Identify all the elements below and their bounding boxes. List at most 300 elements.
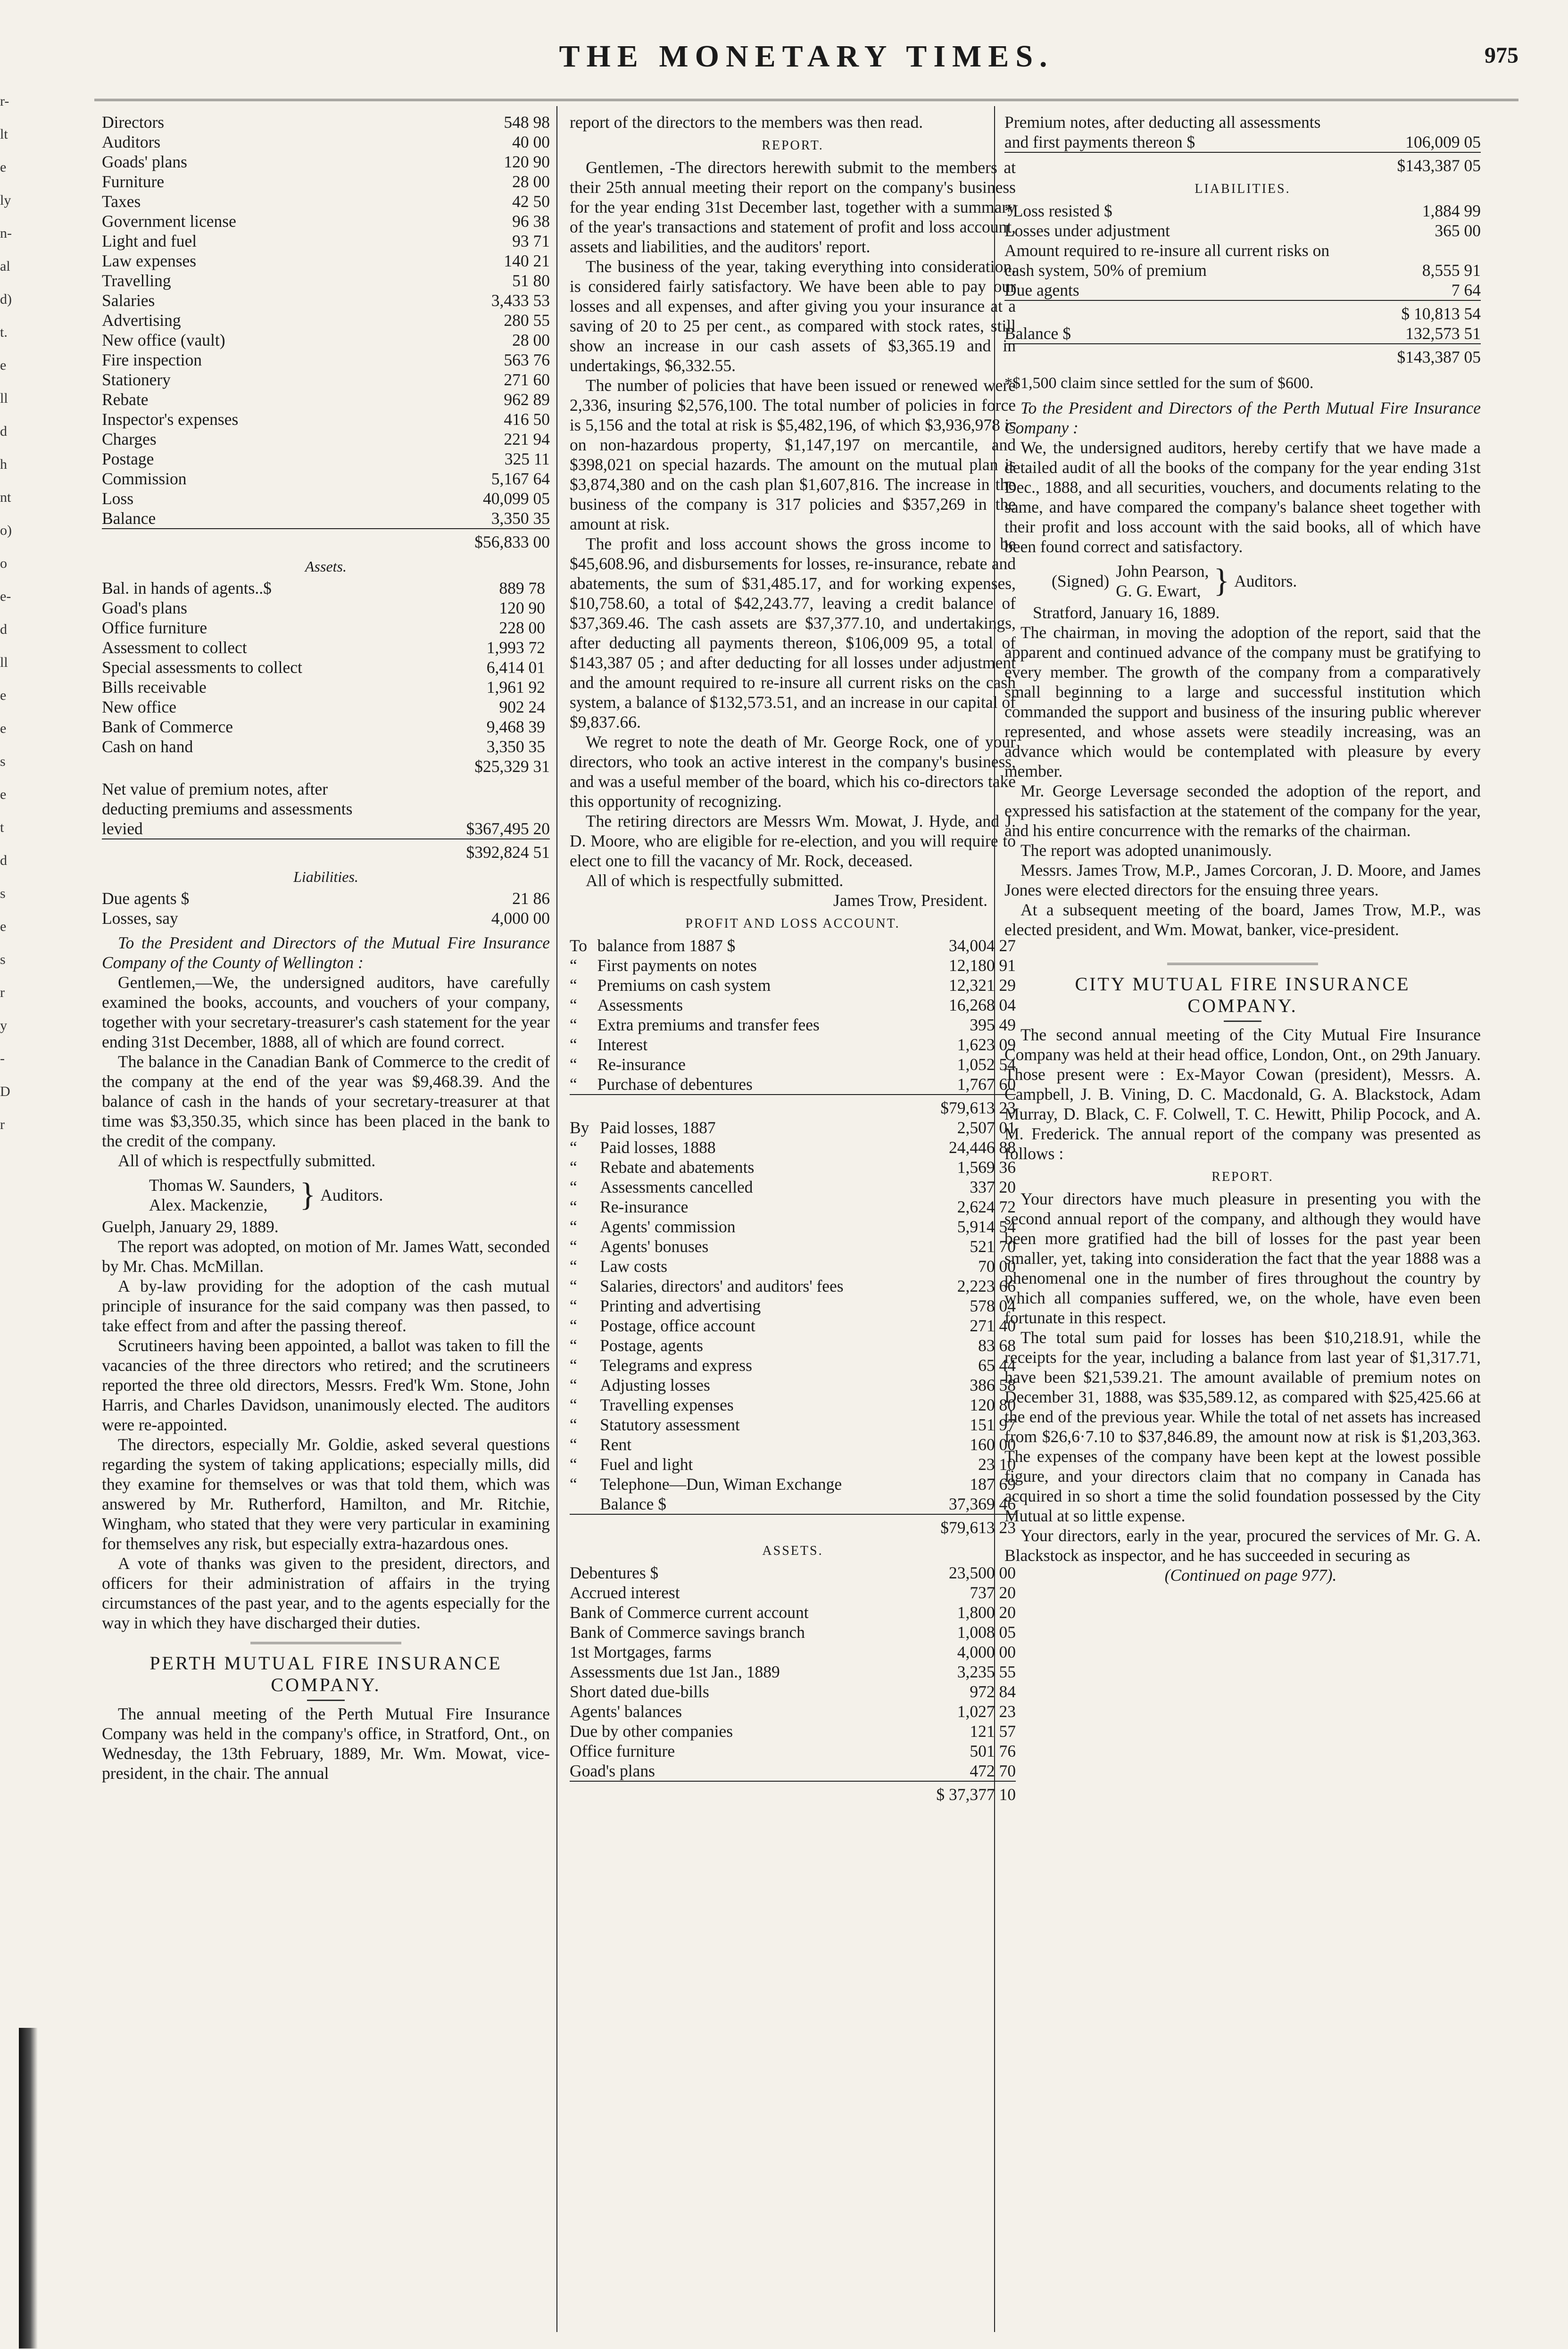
premium-notes-amount: $367,495 20 — [466, 819, 550, 838]
row-amount: 28 00 — [512, 172, 550, 191]
heading-dash — [307, 1700, 345, 1701]
paragraph: The directors, especially Mr. Goldie, asked several questions regarding the system of taking applications; especially mills, did they examine for themselves or was that told them, which was answered by Mr. Rutherford, Hamilton, and Mr. Ritchie, Wingham, who stated that they were very particular in examining for themselves any risk, but especially extra-hazardous ones. — [102, 1435, 550, 1553]
page-header — [94, 39, 1518, 81]
margin-fragment: r- — [0, 93, 9, 109]
margin-fragment: r — [0, 1117, 5, 1132]
wellington-expense-ledger — [102, 112, 550, 528]
row-amount: 501 76 — [970, 1742, 1016, 1760]
row-label: Directors — [102, 113, 165, 132]
row-amount: 1,800 20 — [957, 1603, 1016, 1622]
perth-auditors-address: To the President and Directors of the Perth Mutual Fire Insurance Company : — [1004, 398, 1481, 437]
row-amount: 34,004 27 — [949, 936, 1016, 955]
row-label: Law costs — [600, 1257, 668, 1276]
binding-shadow — [19, 2028, 38, 2349]
margin-fragment: ll — [0, 655, 8, 670]
row-amount: 70 00 — [978, 1257, 1016, 1276]
ledger-row — [102, 677, 550, 697]
row-label: Travelling — [102, 271, 171, 290]
signer-name: John Pearson, — [1116, 562, 1209, 581]
row-label: Accrued interest — [570, 1583, 680, 1602]
row-label: Office furniture — [570, 1742, 675, 1760]
row-label: Short dated due-bills — [570, 1682, 709, 1701]
ledger-row — [570, 1563, 1016, 1583]
row-label: New office — [102, 697, 177, 716]
profit-loss-total-2: $79,613 23 — [882, 1514, 1016, 1537]
wellington-assets-ledger — [102, 578, 550, 756]
row-label: Cash on hand — [102, 737, 193, 756]
perth-intro-paragraph: The annual meeting of the Perth Mutual Fire Insurance Company was held in the company's office, in Stratford, Ont., on Wednesday, the 13th February, 1889, Mr. Wm. Mowat, vice-president, in the chair. The annual — [102, 1704, 550, 1783]
margin-fragment: s — [0, 886, 6, 901]
row-label: Due by other companies — [570, 1722, 733, 1741]
row-subamount: 120 90 — [499, 598, 545, 617]
row-label: Re-insurance — [597, 1055, 686, 1074]
row-label: Travelling expenses — [600, 1395, 734, 1414]
row-label: Loss — [102, 489, 134, 508]
liabilities-subtotal: $ 10,813 54 — [1338, 300, 1481, 324]
row-amount: 12,321 29 — [949, 976, 1016, 995]
row-label: Due agents — [1004, 281, 1079, 299]
ledger-row — [102, 409, 550, 429]
row-label: Paid losses, 1888 — [600, 1138, 716, 1157]
row-amount: 21 86 — [512, 889, 550, 908]
row-prefix: By — [570, 1118, 589, 1137]
ledger-row — [102, 598, 550, 618]
row-label: Auditors — [102, 133, 161, 151]
row-label: Extra premiums and transfer fees — [597, 1015, 820, 1034]
ledger-row — [570, 1435, 1016, 1454]
row-label: Agents' balances — [570, 1702, 682, 1721]
row-amount: 65 44 — [978, 1356, 1016, 1375]
row-label: New office (vault) — [102, 331, 225, 349]
row-subamount: 228 00 — [499, 618, 545, 637]
row-prefix — [570, 1494, 600, 1514]
ledger-row — [102, 112, 550, 132]
row-amount: 1,027 23 — [957, 1702, 1016, 1721]
ledger-row — [570, 1217, 1016, 1237]
ledger-row — [570, 1355, 1016, 1375]
ledger-row — [102, 211, 550, 231]
row-label: Inspector's expenses — [102, 410, 239, 429]
perth-assets-heading: ASSETS. — [762, 1544, 823, 1558]
row-amount: 28 00 — [512, 331, 550, 349]
ledger-row — [570, 1474, 1016, 1494]
ledger-row — [102, 717, 550, 737]
report-label: REPORT. — [762, 138, 824, 153]
ledger-row — [102, 908, 550, 928]
row-amount: 1,767 60 — [957, 1075, 1016, 1094]
margin-fragment: ly — [0, 192, 11, 208]
balance-amount: 132,573 51 — [1405, 324, 1481, 343]
continued-note: (Continued on page 977). — [1164, 1566, 1337, 1585]
city-report-label: REPORT. — [1211, 1170, 1274, 1184]
row-prefix: “ — [570, 1296, 577, 1315]
row-label: Stationery — [102, 370, 171, 389]
paragraph: The retiring directors are Messrs Wm. Mowat, J. Hyde, and J. D. Moore, who are eligible for re-election, and you will require to elect one to fill the vacancy of Mr. Rock, deceased. — [570, 812, 1016, 870]
margin-fragment: ll — [0, 390, 8, 406]
row-prefix: “ — [570, 1015, 577, 1034]
paragraph: Gentlemen, -The directors herewith submit to the members at their 25th annual meeting their report on the company's business for the year ending 31st December last, together with a summary of the year's transactions and statement of profit and loss account, assets and liabilities, and the auditors' report. — [570, 158, 1016, 256]
row-label: Charges — [102, 430, 157, 448]
ledger-row — [570, 1157, 1016, 1177]
row-label: Statutory assessment — [600, 1415, 740, 1434]
ledger-row — [102, 657, 550, 677]
row-prefix: “ — [570, 1158, 577, 1177]
ledger-row — [570, 1642, 1016, 1662]
row-label: balance from 1887 $ — [597, 936, 736, 955]
city-mutual-intro — [1004, 1025, 1481, 1163]
row-amount: 83 68 — [978, 1336, 1016, 1355]
ledger-row — [1004, 280, 1481, 300]
perth-auditor-names — [1116, 561, 1209, 601]
row-amount: 1,884 99 — [1422, 201, 1481, 220]
row-label: *Loss resisted $ — [1004, 201, 1112, 220]
city-mutual-heading: CITY MUTUAL FIRE INSURANCE — [1075, 973, 1410, 995]
signer-name: Alex. Mackenzie, — [149, 1195, 268, 1214]
row-subamount: 3,350 35 — [486, 737, 545, 756]
ledger-row — [570, 1622, 1016, 1642]
row-label: Telegrams and express — [600, 1356, 752, 1375]
row-prefix: “ — [570, 1075, 577, 1094]
row-amount: 416 50 — [504, 410, 550, 429]
profit-loss-credits — [570, 936, 1016, 1094]
row-label: Bal. in hands of agents..$ — [102, 579, 272, 598]
liabilities-heading-perth: LIABILITIES. — [1195, 182, 1291, 196]
row-label: Office furniture — [102, 618, 207, 637]
ledger-row — [102, 191, 550, 211]
margin-fragment: e — [0, 159, 7, 175]
row-prefix: “ — [570, 1376, 577, 1394]
row-label: Amount required to re-insure all current risks on cash system, 50% of premium — [1004, 241, 1330, 280]
row-label: Furniture — [102, 172, 165, 191]
margin-fragment: - — [0, 1051, 5, 1066]
row-amount: 4,000 00 — [957, 1643, 1016, 1661]
row-subamount: 6,414 01 — [486, 658, 545, 677]
city-mutual-heading-line-2: COMPANY. — [1187, 995, 1298, 1016]
row-label: Agents' commission — [600, 1217, 736, 1236]
row-amount: 160 00 — [970, 1435, 1016, 1454]
row-prefix: “ — [570, 1277, 577, 1295]
ledger-row — [102, 152, 550, 172]
ledger-row — [102, 489, 550, 508]
ledger-row — [570, 1054, 1016, 1074]
row-amount: 42 50 — [512, 192, 550, 211]
section-divider — [1167, 963, 1318, 965]
row-label: Re-insurance — [600, 1197, 689, 1216]
ledger-row — [570, 1494, 1016, 1514]
ledger-row — [102, 618, 550, 638]
paragraph: The total sum paid for losses has been $10,218.91, while the receipts for the year, including a balance from last year of $1,317.71, have been $21,539.21. The amount available of premium notes on December 31, 1888, was $35,589.12, as compared with $25,425.66 at the end of the previous year. While the total of net assets has increased from $26,6·7.10 to $37,846.89, the amount now at risk is $1,203,363. The expenses of the company have been kept at the lowest possible figure, and your directors claim that no company in Canada has acquired in so short a time the solid foundation possessed by the City Mutual at so little expense. — [1004, 1328, 1481, 1525]
paragraph: Your directors have much pleasure in presenting you with the second annual report of the company, and although they would have been more gratified had the bill of losses for the past year been smaller, yet, taking into consideration the fact that the year 1888 was a phenomenal one in the number of fires throughout the country by which all companies suffered, we, on the whole, have even been fortunate in this respect. — [1004, 1189, 1481, 1327]
row-label: Printing and advertising — [600, 1296, 761, 1315]
row-amount: 3,235 55 — [957, 1662, 1016, 1681]
row-amount: 578 04 — [970, 1296, 1016, 1315]
paragraph: Messrs. James Trow, M.P., James Corcoran, J. D. Moore, and James Jones were elected directors for the ensuing three years. — [1004, 861, 1481, 899]
row-amount: 325 11 — [504, 449, 550, 468]
row-label: Agents' bonuses — [600, 1237, 709, 1256]
perth-assets-total: $ 37,377 10 — [882, 1781, 1016, 1804]
ledger-row — [570, 1662, 1016, 1682]
row-label: Paid losses, 1887 — [600, 1118, 716, 1137]
ledger-row — [570, 1415, 1016, 1435]
row-amount: 7 64 — [1451, 281, 1481, 299]
ledger-row — [570, 1137, 1016, 1157]
row-label: Salaries — [102, 291, 155, 310]
margin-fragment: al — [0, 258, 10, 274]
row-amount: 120 80 — [970, 1395, 1016, 1414]
margin-fragment: s — [0, 952, 6, 967]
ledger-row — [570, 1741, 1016, 1761]
assets-heading: Assets. — [305, 558, 347, 575]
ledger-row — [570, 1256, 1016, 1276]
row-amount: 8,555 91 — [1422, 261, 1481, 280]
row-amount: 3,350 35 — [491, 509, 550, 528]
row-label: Rebate and abatements — [600, 1158, 755, 1177]
row-label: Purchase of debentures — [597, 1075, 753, 1094]
margin-fragment: o — [0, 556, 7, 571]
assets-subtotal: $25,329 31 — [474, 757, 550, 776]
row-amount: 271 40 — [970, 1316, 1016, 1335]
ledger-row — [102, 172, 550, 191]
ledger-row — [102, 271, 550, 291]
paragraph: The chairman, in moving the adoption of the report, said that the apparent and continued advance of the company must be gratifying to every member. The growth of the company from a comparatively small beginning to a large and successful institution which commanded the support and business of the insuring public wherever represented, and whose assets were steadily increasing, was an advance which would be contemplated with pleasure by every member. — [1004, 623, 1481, 780]
row-amount: 221 94 — [504, 430, 550, 448]
ledger-row — [102, 251, 550, 271]
page-number: 975 — [1485, 43, 1518, 68]
row-amount: 5,167 64 — [491, 469, 550, 488]
paragraph: Scrutineers having been appointed, a ballot was taken to fill the vacancies of the three directors who retired; and the scrutineers reported the three old directors, Messrs. Fred'k Wm. Stone, John Harris, and Charles Davidson, unanimously elected. The auditors were re-appointed. — [102, 1336, 550, 1434]
ledger-row — [570, 1197, 1016, 1217]
row-amount: 23,500 00 — [949, 1563, 1016, 1582]
row-label: Salaries, directors' and auditors' fees — [600, 1277, 844, 1295]
margin-fragment: t. — [0, 324, 8, 340]
perth-signature-place-date: Stratford, January 16, 1889. — [1033, 603, 1220, 622]
row-subamount: 902 24 — [499, 697, 545, 716]
heading-dash — [1224, 1021, 1261, 1022]
ledger-row — [102, 429, 550, 449]
premium-notes-label-perth: Premium notes, after deducting all assessments and first payments thereon $ — [1004, 113, 1321, 151]
header-rule — [94, 99, 1518, 104]
profit-loss-debits — [570, 1118, 1016, 1514]
row-label: Premiums on cash system — [597, 976, 771, 995]
row-label: Rent — [600, 1435, 632, 1454]
ledger-row — [102, 330, 550, 350]
perth-report-text — [570, 158, 1016, 890]
row-prefix: “ — [570, 1316, 577, 1335]
ledger-row — [102, 132, 550, 152]
ledger-row — [102, 291, 550, 310]
wellington-liabilities-ledger — [102, 888, 550, 928]
perth-auditors-signature — [1052, 561, 1481, 601]
paragraph: A by-law providing for the adoption of the cash mutual principle of insurance for the said company was then passed, to take effect from and after the passing thereof. — [102, 1277, 550, 1335]
ledger-row — [102, 578, 550, 598]
row-label: Postage, agents — [600, 1336, 703, 1355]
row-amount: 121 57 — [970, 1722, 1016, 1741]
row-amount: 40,099 05 — [483, 489, 550, 508]
ledger-row — [1004, 241, 1481, 280]
row-prefix: “ — [570, 1257, 577, 1276]
row-amount: 395 49 — [970, 1015, 1016, 1034]
row-amount: 2,624 72 — [957, 1197, 1016, 1216]
row-label: Fuel and light — [600, 1455, 693, 1474]
column-2 — [570, 112, 1016, 1804]
auditor-names — [149, 1175, 295, 1215]
row-prefix: “ — [570, 1237, 577, 1256]
row-amount: 2,223 66 — [957, 1277, 1016, 1295]
row-label: Losses, say — [102, 909, 178, 928]
ledger-row — [570, 955, 1016, 975]
ledger-row — [102, 697, 550, 717]
perth-auditors-role: Auditors. — [1234, 572, 1297, 590]
paragraph: All of which is respectfully submitted. — [118, 1151, 376, 1170]
row-label: Goad's plans — [570, 1761, 655, 1780]
row-label: Adjusting losses — [600, 1376, 710, 1394]
row-label: Telephone—Dun, Wiman Exchange — [600, 1475, 842, 1494]
row-label: Assessments due 1st Jan., 1889 — [570, 1662, 780, 1681]
row-label: Special assessments to collect — [102, 658, 302, 677]
paragraph: A vote of thanks was given to the president, directors, and officers for their administration of affairs in the trying circumstances of the past year, and to the agents especially for the way in which they have discharged their duties. — [102, 1554, 550, 1632]
row-amount: 51 80 — [512, 271, 550, 290]
margin-fragment: s — [0, 754, 6, 769]
row-amount: 386 58 — [970, 1376, 1016, 1394]
ledger-row — [102, 231, 550, 251]
row-amount: 24,446 88 — [949, 1138, 1016, 1157]
row-label: Commission — [102, 469, 187, 488]
signer-name: Thomas W. Saunders, — [149, 1176, 295, 1195]
margin-fragment: nt — [0, 490, 11, 505]
row-label: Assessments — [597, 996, 683, 1014]
row-label: Postage — [102, 449, 154, 468]
ledger-row — [570, 1721, 1016, 1741]
ledger-row — [102, 508, 550, 528]
brace-symbol: } — [299, 1177, 316, 1213]
ledger-row — [102, 310, 550, 330]
row-prefix: “ — [570, 1197, 577, 1216]
ledger-row — [102, 737, 550, 756]
row-prefix: “ — [570, 1336, 577, 1355]
row-label: Balance — [102, 509, 156, 528]
row-label: First payments on notes — [597, 956, 757, 975]
row-label: Losses under adjustment — [1004, 221, 1170, 240]
row-subamount: 889 78 — [499, 579, 545, 598]
row-label: Fire inspection — [102, 350, 202, 369]
ledger-row — [102, 449, 550, 469]
ledger-row — [570, 1602, 1016, 1622]
row-amount: 962 89 — [504, 390, 550, 409]
row-amount: 16,268 04 — [949, 996, 1016, 1014]
margin-fragment: e — [0, 721, 7, 736]
paragraph: The business of the year, taking everything into consideration, is considered fairly satisfactory. We have been able to pay our losses and all expenses, and after giving you your insurance at a saving of 20 to 25 per cent., as compared with stock rates, still show an increase in our cash assets of $3,365.19 and in undertakings, $6,332.55. — [570, 257, 1016, 375]
auditors-address: To the President and Directors of the Mutual Fire Insurance Company of the County of Wellington : — [102, 933, 550, 972]
row-prefix: “ — [570, 1178, 577, 1196]
premium-total-perth: $143,387 05 — [1338, 152, 1481, 175]
row-label: Bank of Commerce — [102, 717, 233, 736]
auditors-signature — [149, 1175, 550, 1215]
row-amount: 37,369 46 — [949, 1494, 1016, 1513]
row-amount: 187 69 — [970, 1475, 1016, 1494]
row-amount: 96 38 — [512, 212, 550, 231]
ledger-row — [570, 1276, 1016, 1296]
paragraph: The report was adopted unanimously. — [1020, 841, 1272, 860]
perth-heading: PERTH MUTUAL FIRE INSURANCE — [149, 1652, 502, 1674]
claim-footnote: *$1,500 claim since settled for the sum of $600. — [1004, 374, 1314, 392]
row-prefix: “ — [570, 976, 577, 995]
margin-fragment: t — [0, 820, 4, 835]
perth-meeting-text — [1004, 623, 1481, 939]
perth-heading-line-2: COMPANY. — [271, 1674, 381, 1695]
row-subamount: 1,961 92 — [486, 678, 545, 697]
paragraph: We regret to note the death of Mr. George Rock, one of your directors, who took an active interest in the company's business, and was a useful member of the board, which his co-directors take this opportunity of recognizing. — [570, 732, 1016, 811]
perth-assets-ledger — [570, 1563, 1016, 1781]
margin-fragment: e- — [0, 589, 11, 604]
paragraph: Your directors, early in the year, procured the services of Mr. G. A. Blackstock as inspector, and he has succeeded in securing as — [1004, 1526, 1481, 1565]
row-label: Goads' plans — [102, 152, 187, 171]
row-amount: 4,000 00 — [491, 909, 550, 928]
row-amount: 23 10 — [978, 1455, 1016, 1474]
ledger-row — [570, 1375, 1016, 1395]
paragraph: The number of policies that have been issued or renewed were 2,336, insuring $2,576,100. The total number of policies in force is 5,156 and the total at risk is $5,482,196, of which $3,936,978 is on non-hazardous property, $1,147,197 on mercantile, and $398,021 on special hazards. The amount on the mutual plan is $3,874,380 and on the cash plan $1,607,816. The increase in the business of the company is 317 policies and $357,269 in the amount at risk. — [570, 376, 1016, 533]
assets-total: $392,824 51 — [371, 839, 550, 862]
signature-place-date: Guelph, January 29, 1889. — [102, 1217, 279, 1236]
paragraph: The second annual meeting of the City Mutual Fire Insurance Company was held at their head office, London, Ont., on 29th January. Those present were : Ex-Mayor Cowan (president), Messrs. A. Campbell, J. B. Vining, D. C. Macdonald, G. A. Blackstock, Adam Murray, D. Black, C. F. Colwell, T. C. Hewitt, Philip Pocock, and A. M. Frederick. The annual report of the company was presented as follows : — [1004, 1025, 1481, 1163]
ledger-row — [570, 1395, 1016, 1415]
balance-label: Balance $ — [1004, 324, 1071, 343]
profit-loss-heading: PROFIT AND LOSS ACCOUNT. — [685, 916, 900, 931]
row-subamount: 1,993 72 — [486, 638, 545, 657]
signer-name: G. G. Ewart, — [1116, 581, 1201, 600]
row-label: Bills receivable — [102, 678, 207, 697]
ledger-row — [570, 1015, 1016, 1035]
masthead-title: THE MONETARY TIMES. — [559, 39, 1054, 74]
perth-liabilities-ledger — [1004, 201, 1481, 300]
row-amount: 1,008 05 — [957, 1623, 1016, 1642]
row-label: Rebate — [102, 390, 149, 409]
row-amount: 2,507 01 — [957, 1118, 1016, 1137]
ledger-row — [102, 469, 550, 489]
row-subamount: 9,468 39 — [486, 717, 545, 736]
row-label: Due agents $ — [102, 889, 190, 908]
margin-fragment: e — [0, 919, 7, 934]
ledger-row — [570, 1177, 1016, 1197]
row-label: 1st Mortgages, farms — [570, 1643, 712, 1661]
row-amount: 972 84 — [970, 1682, 1016, 1701]
ledger-row — [570, 1682, 1016, 1702]
margin-fragment: o) — [0, 523, 12, 538]
row-amount: 1,623 09 — [957, 1035, 1016, 1054]
row-prefix: “ — [570, 1475, 577, 1494]
left-page-margin-fragments — [0, 85, 16, 2301]
margin-fragment: d — [0, 622, 7, 637]
ledger-row — [102, 638, 550, 657]
row-label: Postage, office account — [600, 1316, 755, 1335]
paragraph: At a subsequent meeting of the board, James Trow, M.P., was elected president, and Wm. Mowat, banker, vice-president. — [1004, 900, 1481, 939]
row-label: Interest — [597, 1035, 648, 1054]
ledger-row — [570, 975, 1016, 995]
ledger-row — [102, 390, 550, 409]
ledger-row — [570, 1296, 1016, 1316]
margin-fragment: e — [0, 787, 7, 802]
margin-fragment: lt — [0, 126, 8, 142]
row-label: Assessment to collect — [102, 638, 247, 657]
margin-fragment: y — [0, 1018, 7, 1033]
column-divider-1 — [556, 106, 557, 2332]
row-amount: 140 21 — [504, 251, 550, 270]
row-prefix: “ — [570, 956, 577, 975]
ledger-row — [570, 1454, 1016, 1474]
ledger-row — [570, 1316, 1016, 1336]
paragraph: The report was adopted, on motion of Mr. James Watt, seconded by Mr. Chas. McMillan. — [102, 1237, 550, 1276]
liabilities-heading: Liabilities. — [293, 868, 358, 885]
row-prefix: “ — [570, 1395, 577, 1414]
